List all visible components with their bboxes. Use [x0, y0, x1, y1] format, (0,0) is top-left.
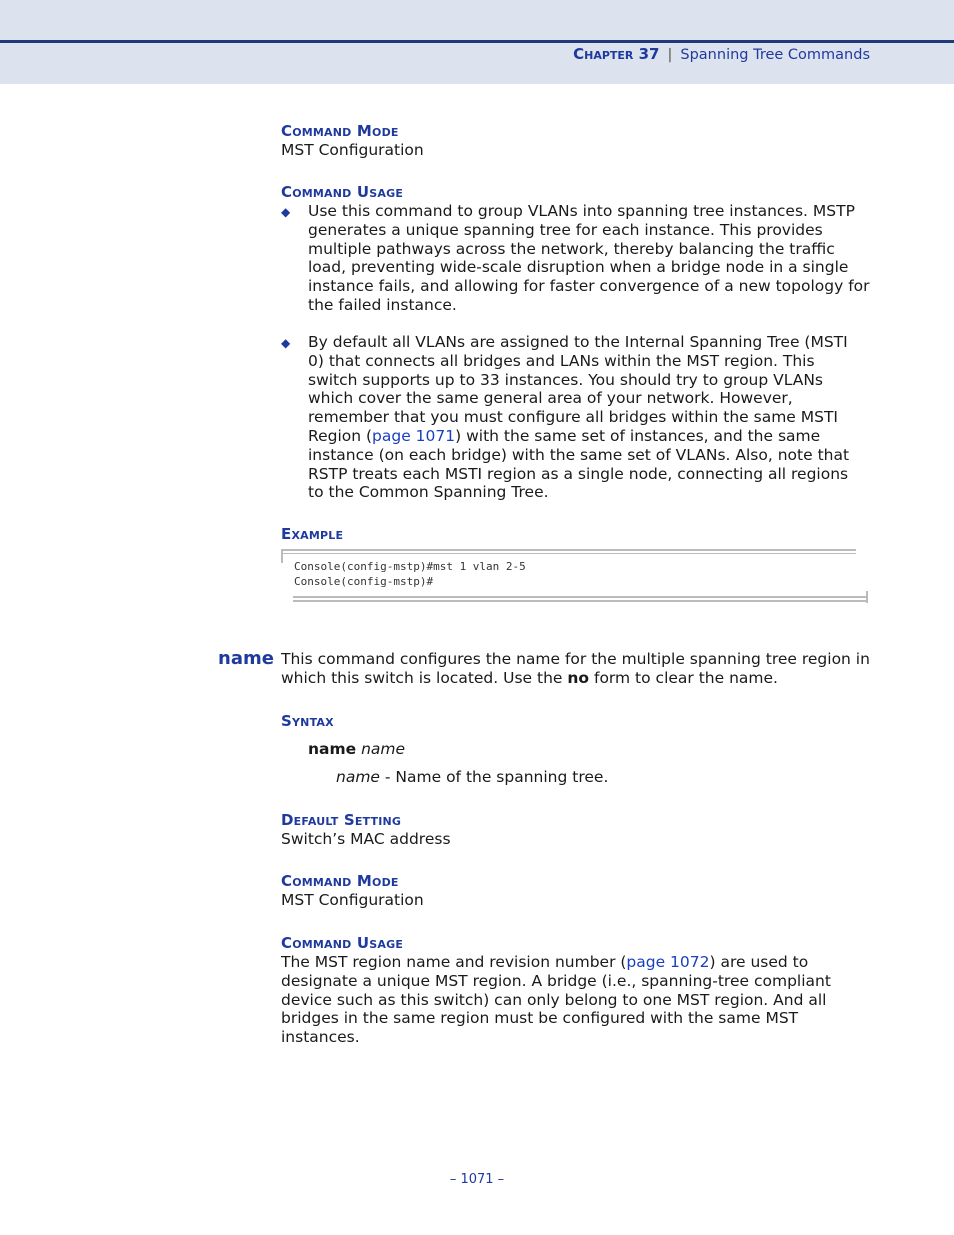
text-line: multiple pathways across the network, thereby balancing the traffic	[308, 239, 835, 258]
text-line: RSTP treats each MSTI region as a single node, connecting all regions	[308, 464, 849, 483]
text-line	[308, 427, 849, 446]
example-code-box	[281, 549, 868, 605]
name-description	[281, 650, 870, 688]
text-line: instance (on each bridge) with the same set of VLANs. Also, note that	[308, 445, 850, 464]
text-line: 0) that connects all bridges and LANs within the MST region. This	[308, 351, 815, 370]
text-fragment: ) with the same set of instances, and the same	[455, 426, 821, 445]
text-line: the failed instance.	[308, 295, 457, 314]
header-separator: |	[667, 47, 673, 63]
text-line: which cover the same general area of your network. However,	[308, 389, 793, 408]
text-line	[281, 953, 831, 972]
text-line: device such as this switch) can only belong to one MST region. And all	[281, 990, 827, 1009]
command-mode-value: MST Configuration	[281, 141, 424, 159]
keyword-no: no	[567, 668, 590, 687]
bullet-diamond-icon: ◆	[281, 205, 291, 219]
text-line: remember that you must configure all bridges within the same MSTI	[308, 408, 839, 427]
usage-bullet-2	[308, 333, 849, 502]
text-line: switch supports up to 33 instances. You should try to group VLANs	[308, 370, 824, 389]
usage-bullet-1	[308, 202, 870, 315]
parameter-name: name	[336, 768, 380, 786]
text-line: instance fails, and allowing for faster convergence of a new topology for	[308, 277, 870, 296]
text-line	[281, 669, 870, 688]
chapter-label: Chapter 37	[573, 45, 660, 63]
code-box-bottom-rule	[293, 596, 868, 602]
page-number: – 1071 –	[449, 1172, 505, 1187]
chapter-title: Spanning Tree Commands	[680, 47, 870, 63]
text-line: to the Common Spanning Tree.	[308, 483, 549, 502]
text-line: By default all VLANs are assigned to the Internal Spanning Tree (MSTI	[308, 333, 848, 351]
text-line: load, preventing wide-scale disruption when a bridge node in a single	[308, 258, 849, 277]
code-box-right-edge	[866, 591, 868, 603]
text-line: This command configures the name for the multiple spanning tree region in	[281, 650, 870, 668]
example-heading: Example	[281, 525, 344, 543]
name-usage-text	[281, 953, 831, 1047]
text-fragment: Region (	[308, 426, 373, 445]
code-line: Console(config-mstp)#	[294, 575, 434, 588]
bullet-diamond-icon: ◆	[281, 336, 291, 350]
header-rule	[0, 40, 954, 43]
page-1072-link[interactable]: page 1072	[626, 953, 710, 971]
text-line: designate a unique MST region. A bridge (i.e., spanning-tree compliant	[281, 971, 831, 990]
text-fragment: ) are used to	[709, 953, 809, 971]
code-box-left-edge	[281, 549, 283, 563]
text-line: generates a unique spanning tree for each instance. This provides	[308, 220, 823, 239]
running-header	[573, 45, 870, 63]
command-mode-heading: Command Mode	[281, 872, 399, 890]
text-line: Use this command to group VLANs into spanning tree instances. MSTP	[308, 202, 855, 220]
parameter-line	[336, 768, 608, 787]
syntax-argument: name	[361, 740, 406, 758]
command-mode-value: MST Configuration	[281, 891, 424, 909]
text-fragment: The MST region name and revision number (	[281, 953, 627, 971]
default-setting-value: Switch’s MAC address	[281, 830, 451, 848]
syntax-command: name	[308, 740, 357, 758]
code-line: Console(config-mstp)#mst 1 vlan 2-5	[294, 560, 526, 573]
command-term-name: name	[218, 648, 274, 669]
syntax-line	[308, 740, 405, 759]
parameter-description: - Name of the spanning tree.	[379, 768, 609, 786]
syntax-heading: Syntax	[281, 712, 334, 730]
text-line: bridges in the same region must be configured with the same MST	[281, 1009, 799, 1028]
page-1071-link[interactable]: page 1071	[372, 426, 456, 445]
command-usage-heading: Command Usage	[281, 183, 404, 201]
default-setting-heading: Default Setting	[281, 811, 402, 829]
text-fragment: form to clear the name.	[589, 668, 778, 687]
code-box-top-rule	[283, 549, 856, 554]
text-line: instances.	[281, 1028, 360, 1047]
text-fragment: which this switch is located. Use the	[281, 668, 568, 687]
command-mode-heading: Command Mode	[281, 122, 399, 140]
command-usage-heading: Command Usage	[281, 934, 404, 952]
